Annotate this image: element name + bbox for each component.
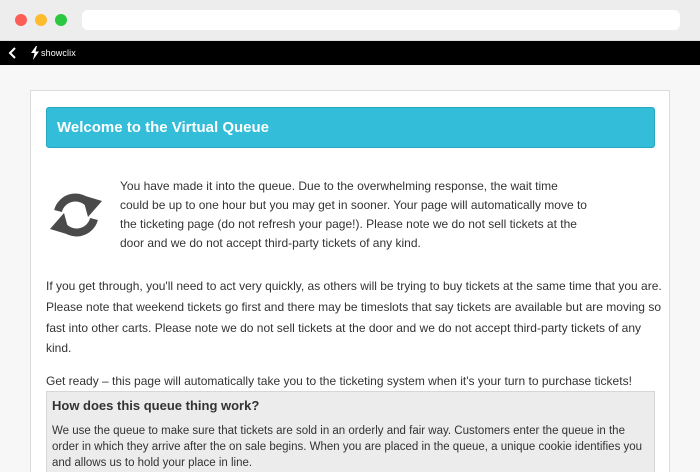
body-line: Please note that weekend tickets go first and there may be timeslots that say tickets are available but are moving so	[46, 300, 661, 314]
get-ready-text: Get ready – this page will automatically take you to the ticketing system when it's your turn to purchase tickets!	[46, 374, 632, 388]
address-bar[interactable]	[82, 10, 680, 30]
browser-chrome	[0, 0, 700, 41]
body-line: If you get through, you'll need to act very quickly, as others will be trying to buy tickets at the same time that you are.	[46, 279, 662, 293]
faq-line: order in which they arrive after the on sale begins. When you are placed in the queue, a unique cookie identifies you	[52, 441, 643, 453]
faq-line: and allows us to hold your place in line.	[52, 457, 253, 469]
intro-line: You have made it into the queue. Due to the overwhelming response, the wait time	[120, 179, 558, 193]
logo-text: showclix	[41, 48, 76, 58]
intro-line: could be up to one hour but you may get in sooner. Your page will automatically move to	[120, 198, 587, 212]
faq-box	[46, 391, 655, 472]
intro-line: the ticketing page (do not refresh your page!). Please note we do not sell tickets at the	[120, 217, 577, 231]
maximize-window-button[interactable]	[55, 14, 67, 26]
body-line: kind.	[46, 341, 72, 355]
minimize-window-button[interactable]	[35, 14, 47, 26]
body-line: fast into other carts. Please note we do not sell tickets at the door and we do not accept third-party tickets of any	[46, 321, 641, 335]
showclix-logo-icon	[30, 46, 40, 60]
faq-line: We use the queue to make sure that tickets are sold in an orderly and fair way. Customers enter the queue in the	[52, 425, 625, 437]
chevron-left-icon[interactable]	[6, 45, 20, 61]
intro-line: door and we do not accept third-party tickets of any kind.	[120, 236, 421, 250]
app-bar	[0, 41, 700, 65]
showclix-logo[interactable]	[30, 46, 90, 60]
queue-banner	[46, 107, 655, 148]
close-window-button[interactable]	[15, 14, 27, 26]
faq-title: How does this queue thing work?	[52, 398, 260, 413]
banner-title: Welcome to the Virtual Queue	[57, 119, 269, 136]
sync-icon	[46, 189, 106, 241]
